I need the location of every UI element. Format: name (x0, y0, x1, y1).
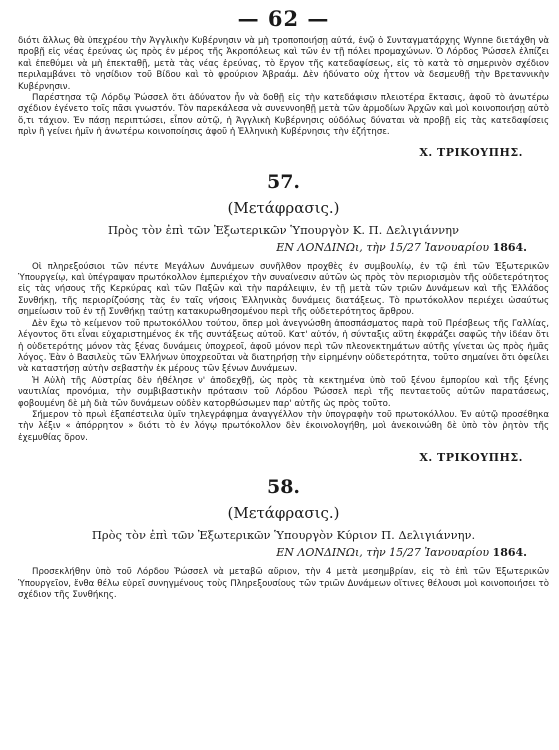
body-paragraph: διότι ἄλλως θὰ ὑπεχρέου τὴν Ἀγγλικὴν Κυβέρνησιν νὰ μὴ τροποποιήσῃ αὐτά, ἐνῷ ὁ Συνταγματάρχης Wynne διετάχθη νὰ προβῇ εἰς νέας ἐρεύνας ὡς πρὸς ἐν μέρος τῆς Ἀκροπόλεως καὶ τῶν ἐν τῇ πόλει προμαχώνων. Ὁ Λόρδος Ῥώσσελ ἐλπίζει καὶ ἐπεθύμει νὰ μὴ ἐπεκταθῇ, μετὰ τὰς νέας ἐρεύνας, τὸ ἔργον τῆς κατεδαφίσεως, εἰς τὸ κατὰ τὸ σημερινὸν σχέδιον περιλαμβάνει τὸ νησίδιον τοῦ Βίδου καὶ τὸ φρούριον Ἀβραάμ. Δὲν ἠδύνατο οὐχ ἧττον νὰ δεσμευθῇ τὴν Βρεταννικὴν Κυβέρνησιν. (18, 36, 549, 92)
document-number: 58. (266, 476, 301, 499)
body-paragraph: Σήμερον τὸ πρωὶ ἐξαπέστειλα ὑμῖν τηλεγράφημα ἀναγγέλλον τὴν ὑπογραφὴν τοῦ πρωτοκόλλου. Ἐν αὐτῷ προσέθηκα τὴν λέξιν « ἀπόρρητον » διότι τὸ ἐν λόγῳ πρωτόκολλον δὲν ἐκοινολογήθη, μοὶ ἀνεκοινώθη δὲ ὑπὸ τὸν ῥητὸν τῆς ἐχεμυθίας ὅρον. (18, 409, 549, 443)
body-paragraph: Προσεκλήθην ὑπὸ τοῦ Λόρδου Ῥώσσελ νὰ μεταβῶ αὔριον, τὴν 4 μετὰ μεσημβρίαν, εἰς τὸ ἐπὶ τῶν Ἐξωτερικῶν Ὑπουργεῖον, ἔνθα θέλω εὑρεῖ συνηγμένους τοὺς Πληρεξουσίους τῶν τριῶν Δυνάμεων οἵτινες θέλουσι μοὶ κοινοποιήσει τὸ σχέδιον τῆς Συνθήκης. (18, 567, 549, 600)
year: 1864. (492, 240, 527, 254)
place: ΕΝ ΛΟΝΔΙΝΩι, (276, 546, 363, 560)
translation-note: (Μετάφρασις.) (227, 198, 340, 217)
translation-note: (Μετάφρασις.) (227, 504, 340, 523)
body-paragraph: Παρέστησα τῷ Λόρδῳ Ῥώσσελ ὅτι ἀδύνατον ἦν νὰ δοθῇ εἰς τὴν κατεδάφισιν πλειοτέρα ἔκτασις, ἀφοῦ τὸ ἀνωτέρω σχέδιον ἐγένετο τοῖς πᾶσι γνωστόν. Τὸν παρεκάλεσα νὰ συνεννοηθῇ μετὰ τῶν ἁρμοδίων Ἀρχῶν καὶ μοὶ κοινοποιήσῃ αὐτὸ ὅ,τι τάχιον. Ἐν πάσῃ περιπτώσει, εἶπον αὐτῷ, ἡ Ἀγγλικὴ Κυβέρνησις οὐδόλως δύναται νὰ προβῇ εἰς τὰς κατεδαφίσεις πρὶν ἢ γείνει ἡμῖν ἡ ἀνωτέρω κοινοποίησις ἀφοῦ ἡ Ἑλληνικὴ Κυβέρνησις τὴν ἐζήτησε. (18, 93, 549, 138)
addressee: Πρὸς τὸν ἐπὶ τῶν Ἐξωτερικῶν Ὑπουργὸν Κύριον Π. Δελιγιάννην. (91, 528, 476, 543)
signature: Χ. ΤΡΙΚΟΥΠΗΣ. (419, 145, 523, 159)
letter-57 (18, 171, 549, 465)
page-number: — 62 — (237, 6, 330, 31)
place: ΕΝ ΛΟΝΔΙΝΩι, (276, 240, 363, 254)
letter-56-continuation (18, 36, 549, 159)
dateline (18, 546, 549, 559)
body-paragraph: Ἡ Αὐλὴ τῆς Αὐστρίας δὲν ἠθέλησε ν' ἀποδεχθῇ, ὡς πρὸς τὰ κεκτημένα ὑπὸ τοῦ ξένου ἐμπορίου καὶ τῆς ξένης ναυτιλίας προνόμια, τὴν συμβιβαστικὴν πρότασιν τοῦ Λόρδου Ῥώσσελ περὶ τῆς πενταετοῦς αὐτῶν παρατάσεως, φοβουμένη δὲ μὴ διὰ τῶν δυνάμεων οὐδὲν κατορθώσωμεν παρ' αὐτῆς ὡς πρὸς τοῦτο. (18, 375, 549, 409)
year: 1864. (492, 546, 527, 560)
addressee: Πρὸς τὸν ἐπὶ τῶν Ἐξωτερικῶν Ὑπουργὸν Κ. Π. Δελιγιάννην (107, 222, 460, 237)
document-number: 57. (266, 170, 301, 193)
signature: Χ. ΤΡΙΚΟΥΠΗΣ. (419, 451, 523, 465)
letter-58 (18, 476, 549, 601)
body-paragraph: Δὲν ἔχω τὸ κείμενον τοῦ πρωτοκόλλου τούτου, ὅπερ μοὶ ἀνεγνώσθη ἀποσπάσματος παρὰ τοῦ Πρέσβεως τῆς Γαλλίας, λέγοντος ὅτι εἶναι εὐχαριστημένος ἐκ τῆς συντάξεως αὐτοῦ. Κατ' αὐτόν, ἡ σύνταξις αὕτη ἐκφράζει σαφῶς τὴν ἰδέαν ὅτι ἡ οὐδετερότης μόνον τὰς ξένας δυνάμεις ὑποχρεοῖ, ἀφοῦ μόνον περὶ τῶν πλεονεκτημάτων αὐτῆς γίνεται ὡς πρὸς ἡμᾶς λόγος. Ἐὰν ὁ Βασιλεὺς τῶν Ἑλλήνων ὑποχρεοῦται νὰ διατηρήσῃ τὴν εἰρημένην οὐδετερότητα, τοῦτο σημαίνει ὅτι ὀφείλει νὰ καταστήσῃ αὐτὴν σεβαστὴν ἐκ μέρους τῶν ξένων Δυνάμεων. (18, 318, 549, 375)
body-paragraph: Οἱ πληρεξούσιοι τῶν πέντε Μεγάλων Δυνάμεων συνῆλθον προχθὲς ἐν συμβουλίῳ, ἐν τῷ ἐπὶ τῶν Ἐξωτερικῶν Ὑπουργείῳ, καὶ ὑπέγραψαν πρωτόκολλον ἐμπεριέχον τὴν συναίνεσιν αὐτῶν ὡς πρὸς τὸν περιορισμὸν τῆς οὐδετερότητος εἰς τὰς νήσους τῆς Κερκύρας καὶ τῶν Παξῶν καὶ τὴν παράλειψιν, ἐν τῇ μετὰ τῶν τριῶν Δυνάμεων καὶ τῆς Ἑλλάδος Συνθήκῃ, τῆς περιορίζούσης τὰς ἐν ταῖς νήσοις Ἑλληνικὰς δυνάμεις διατάξεως. Τὸ πρωτόκολλον περιέχει ὡσαύτως σημείωσιν τοῦ ἐν τῇ Συνθήκῃ ταύτῃ κατακυρωθησομένου περὶ τῆς οὐδετερότητος ἄρθρου. (18, 261, 549, 318)
date: τὴν 15/27 Ἰανουαρίου (366, 240, 490, 254)
date: τὴν 15/27 Ἰανουαρίου (366, 546, 490, 560)
dateline (18, 241, 549, 254)
